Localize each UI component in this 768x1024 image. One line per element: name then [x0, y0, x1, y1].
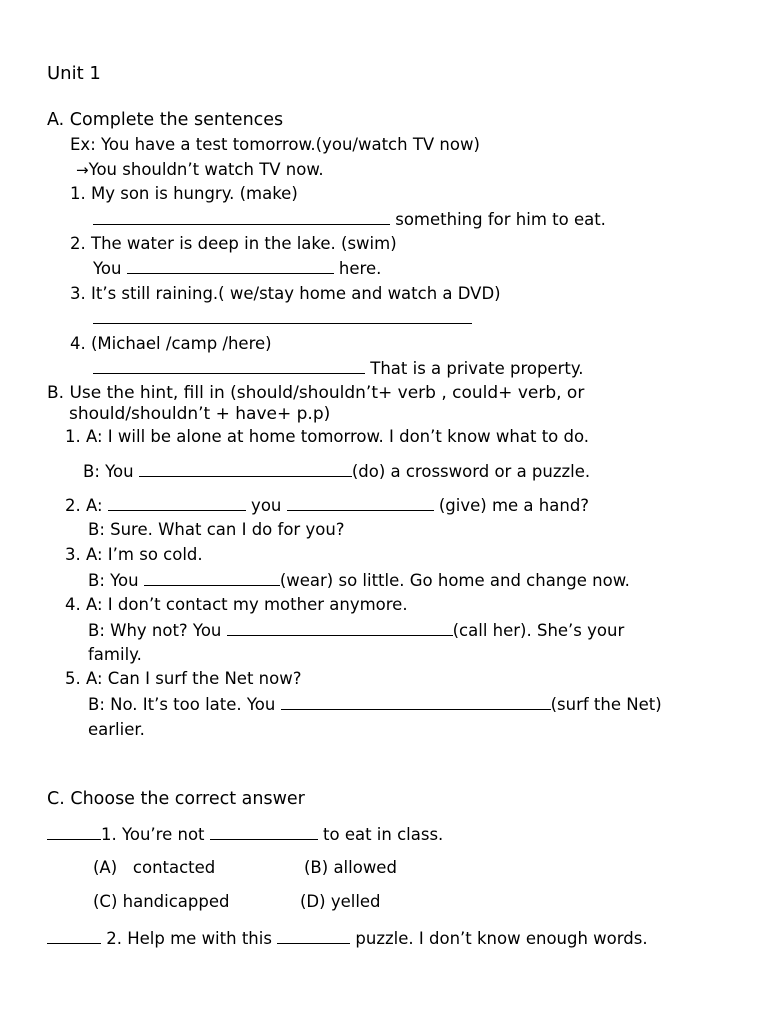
option-d: (D) yelled: [300, 892, 381, 911]
answer-blank[interactable]: [108, 495, 246, 511]
option-b: (B) allowed: [304, 858, 397, 877]
section-b-item-5-b: [88, 694, 662, 715]
answer-text: That is a private property.: [365, 359, 584, 378]
item-number: 4.: [65, 595, 81, 614]
section-b-item-4-a: [65, 595, 408, 615]
section-a-item-4-prompt: [70, 334, 272, 354]
section-b-item-4-b-cont: family.: [88, 645, 142, 664]
dialogue-a: A:: [86, 496, 108, 515]
answer-blank[interactable]: [287, 495, 434, 511]
section-b-item-5-a: [65, 669, 301, 689]
answer-blank[interactable]: [281, 694, 551, 710]
section-b-item-5-b-cont: earlier.: [88, 720, 145, 739]
dialogue-b: (surf the Net): [550, 695, 662, 714]
item-prompt: My son is hungry. (make): [91, 184, 298, 203]
dialogue-a: A: Can I surf the Net now?: [86, 669, 302, 688]
item-number: 2.: [70, 234, 86, 253]
question-text: to eat in class.: [317, 825, 444, 844]
answer-blank[interactable]: [127, 258, 334, 274]
item-number: 1.: [65, 427, 81, 446]
section-c-heading: C. Choose the correct answer: [47, 789, 305, 809]
section-b-item-4-b: [88, 620, 624, 641]
question-text: 1. You’re not: [101, 825, 210, 844]
section-b-item-2-b: B: Sure. What can I do for you?: [88, 520, 345, 539]
dialogue-b: B: No. It’s too late. You: [88, 695, 281, 714]
answer-blank[interactable]: [93, 308, 472, 324]
section-c-question-2: [47, 928, 648, 949]
dialogue-b: B: You: [88, 571, 144, 590]
item-number: 5.: [65, 669, 81, 688]
page-title: Unit 1: [47, 63, 101, 84]
section-b-item-2-a: [65, 495, 589, 516]
item-prompt: The water is deep in the lake. (swim): [91, 234, 397, 253]
section-a-example-answer-line: [76, 160, 324, 180]
dialogue-a: (give) me a hand?: [433, 496, 590, 515]
section-b-heading-cont: should/shouldn’t + have+ p.p): [69, 404, 331, 424]
section-c-question-1: [47, 824, 443, 845]
option-c: (C) handicapped: [93, 892, 230, 911]
arrow-icon: →: [76, 161, 89, 179]
dialogue-a: A: I’m so cold.: [86, 545, 203, 564]
dialogue-b: B: You: [83, 462, 139, 481]
answer-blank[interactable]: [93, 358, 365, 374]
dialogue-b: B: Why not? You: [88, 621, 227, 640]
answer-blank[interactable]: [144, 570, 280, 586]
section-a-item-2-answer: [93, 258, 381, 279]
section-b-item-1-b: [83, 461, 590, 482]
dialogue-b: (wear) so little. Go home and change now.: [279, 571, 630, 590]
answer-text: You: [93, 259, 127, 278]
dialogue-a: A: I will be alone at home tomorrow. I don’t know what to do.: [86, 427, 590, 446]
question-text: puzzle. I don’t know enough words.: [350, 929, 648, 948]
section-a-item-1-answer: [93, 209, 606, 230]
section-b-item-3-a: [65, 545, 203, 565]
section-b-heading: B. Use the hint, fill in (should/shouldn’t+ verb , could+ verb, or: [47, 383, 585, 403]
answer-blank[interactable]: [210, 824, 318, 840]
dialogue-a: A: I don’t contact my mother anymore.: [86, 595, 408, 614]
answer-blank[interactable]: [227, 620, 453, 636]
answer-blank[interactable]: [139, 461, 352, 477]
section-b-item-3-b: [88, 570, 630, 591]
item-prompt: (Michael /camp /here): [91, 334, 272, 353]
dialogue-b: (do) a crossword or a puzzle.: [351, 462, 591, 481]
item-prompt: It’s still raining.( we/stay home and watch a DVD): [91, 284, 501, 303]
item-number: 4.: [70, 334, 86, 353]
section-a-heading: A. Complete the sentences: [47, 110, 284, 130]
section-a-example-answer: You shouldn’t watch TV now.: [88, 160, 324, 179]
section-a-item-3-prompt: [70, 284, 501, 304]
dialogue-b: (call her). She’s your: [452, 621, 625, 640]
answer-blank[interactable]: [47, 824, 101, 840]
dialogue-a: you: [245, 496, 287, 515]
item-number: 1.: [70, 184, 86, 203]
section-a-item-2-prompt: [70, 234, 397, 254]
item-number: 2.: [65, 496, 81, 515]
question-text: 2. Help me with this: [101, 929, 278, 948]
answer-text: here.: [333, 259, 382, 278]
answer-blank[interactable]: [277, 928, 350, 944]
option-a: (A) contacted: [93, 858, 216, 877]
answer-blank[interactable]: [93, 209, 390, 225]
answer-blank[interactable]: [47, 928, 101, 944]
section-a-item-4-answer: [93, 358, 584, 379]
section-b-item-1-a: [65, 427, 589, 447]
section-a-example-prompt: Ex: You have a test tomorrow.(you/watch TV now): [70, 135, 480, 154]
item-number: 3.: [70, 284, 86, 303]
section-a-item-1-prompt: [70, 184, 298, 204]
item-number: 3.: [65, 545, 81, 564]
section-a-item-3-answer: [93, 308, 472, 329]
answer-text: something for him to eat.: [390, 210, 606, 229]
